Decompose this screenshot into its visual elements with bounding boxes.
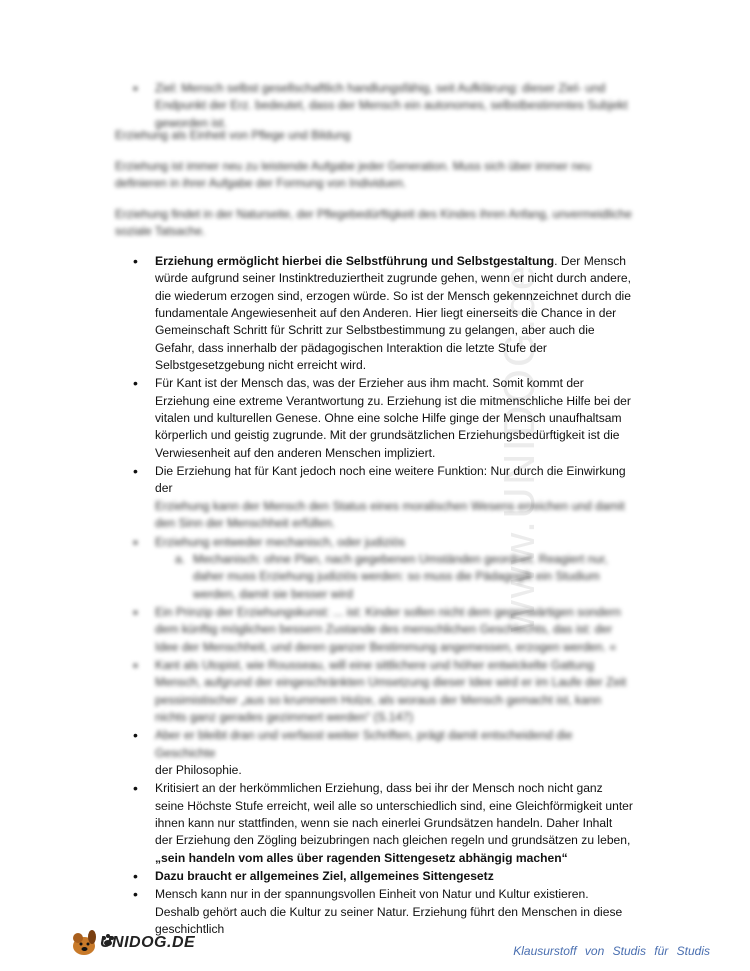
list-item bbox=[133, 534, 633, 603]
bold-text: Dazu braucht er allgemeines Ziel, allgemeines Sittengesetz bbox=[155, 869, 494, 884]
bold-text: Erziehung ermöglicht hierbei die Selbstführung und Selbstgestaltung bbox=[155, 254, 555, 268]
footer-tagline: Klausurstoff von Studis für Studis bbox=[513, 944, 710, 958]
list-item: • Ziel: Mensch selbst gesellschaftlich handlungsfähig, seit Aufklärung: dieser Ziel- und Endpunkt der Erz. bedeutet, dass der Mensch ein autonomes, selbstbestimmtes Subjekt geworden ist. bbox=[133, 80, 643, 132]
bullet-list bbox=[133, 253, 633, 939]
blurred-text: • Aber er bleibt dran und verfasst weiter Schriften, prägt damit entscheidend die Geschichte bbox=[155, 728, 573, 760]
blurred-paragraph: Erziehung ist immer neu zu leistende Aufgabe jeder Generation. Muss sich über immer neu definieren in ihrer Aufgabe der Formung von Individuen. bbox=[115, 159, 592, 191]
watermark: www.UNIDOG.de bbox=[495, 263, 544, 632]
text: . Der Mensch würde aufgrund seiner Instinktreduziertheit zugrunde gehen, wenn er nicht durch andere, die wiederum erzogen sind, erzogen würde. So ist der Mensch gekennzeichnet durch die fundamentale Angewiesenheit auf den Anderen. Hier liegt einerseits die Chance in der Gemeinschaft Schritt für Schritt zur Selbstbestimmung zu gelangen, aber auch die Gefahr, dass innerhalb der pädagogischen Interaktion die letzte Stufe der Selbstgesetzgebung nicht erreicht wird. bbox=[155, 254, 631, 373]
blurred-heading: Erziehung als Einheit von Pflege und Bildung bbox=[115, 128, 351, 142]
bold-text: „sein handeln vom alles über ragenden Sittengesetz abhängig machen“ bbox=[155, 850, 568, 865]
blurred-paragraph: Erziehung findet in der Naturseite, der Pflegebedürftigkeit des Kindes ihren Anfang, unvermeidliche soziale Tatsache. bbox=[115, 207, 632, 239]
text: Die Erziehung hat für Kant jedoch noch eine weitere Funktion: Nur durch die Einwirkung der bbox=[155, 464, 626, 496]
list-item bbox=[133, 463, 633, 532]
list-item: • Kant als Utopist, wie Rousseau, will eine sittlichere und höher entwickelte Gattung Mensch, aufgrund der eingeschränkten Umsetzung dieser Idee wird er im Laufe der Zeit pessimistischer „aus so krummem Holze, als woraus der Mensch gemacht ist, kann nichts ganz gerades gezimmert werden“ (S.147) bbox=[133, 657, 633, 726]
blurred-text: Erziehung entweder mechanisch, oder judiziös bbox=[155, 534, 406, 549]
list-item bbox=[133, 868, 633, 885]
text: Kritisiert an der herkömmlichen Erziehung, dass bei ihr der Mensch noch nicht ganz seine Höchste Stufe erreicht, weil alle so unterschiedlich sind, eine Gleichförmigkeit unter ihnen kann nur stattfinden, wenn sie nach einerlei Grundsätzen handeln. Daher Inhalt der Erziehung den Zögling beizubringen nach gleichen regeln und grundsätzen zu leben, bbox=[155, 781, 633, 848]
list-item: • Ein Prinzip der Erziehungskunst: ... ist: Kinder sollen nicht dem gegenwärtigen sondern dem künftig möglichen bessern Zustande des menschlichen Geschlechts, das ist: der Idee der Menschheit, und deren ganzer Bestimmung angemessen, erzogen werden. « bbox=[133, 604, 633, 656]
logo-text: UNIDOG.DE bbox=[100, 934, 196, 951]
text: der Philosophie. bbox=[155, 762, 242, 777]
list-item: • Für Kant ist der Mensch das, was der Erzieher aus ihm macht. Somit kommt der Erziehung eine extreme Verantwortung zu. Erziehung ist die mitmenschliche Hilfe bei der vitalen und kulturellen Genese. Ohne eine solche Hilfe ginge der Mensch unaufhaltsam körperlich und geistig zugrunde. Mit der grundsätzlichen Erziehungsbedürftigkeit ist die Verwiesenheit auf den anderen Menschen impliziert. bbox=[133, 375, 633, 462]
blurred-text: Erziehung kann der Mensch den Status eines moralischen Wesens erreichen und damit den Sinn der Menschheit erfüllen. bbox=[155, 498, 625, 531]
blurred-top-list bbox=[133, 80, 643, 133]
list-item bbox=[133, 253, 633, 374]
blurred-text: Mechanisch: ohne Plan, nach gegebenen Umständen geordnet. Reagiert nur, daher muss Erziehung judiziös werden: so muss die Pädagogik ein Studium werden, damit sie besser wird bbox=[193, 551, 608, 601]
sub-list-item bbox=[175, 551, 633, 603]
sub-list bbox=[155, 551, 633, 603]
list-item: • Mensch kann nur in der spannungsvollen Einheit von Natur und Kultur existieren. Deshalb gehört auch die Kultur zu seiner Natur. Erziehung führt den Menschen in diese geschichtlich bbox=[133, 886, 633, 938]
list-item bbox=[133, 780, 633, 867]
list-item bbox=[133, 727, 633, 779]
